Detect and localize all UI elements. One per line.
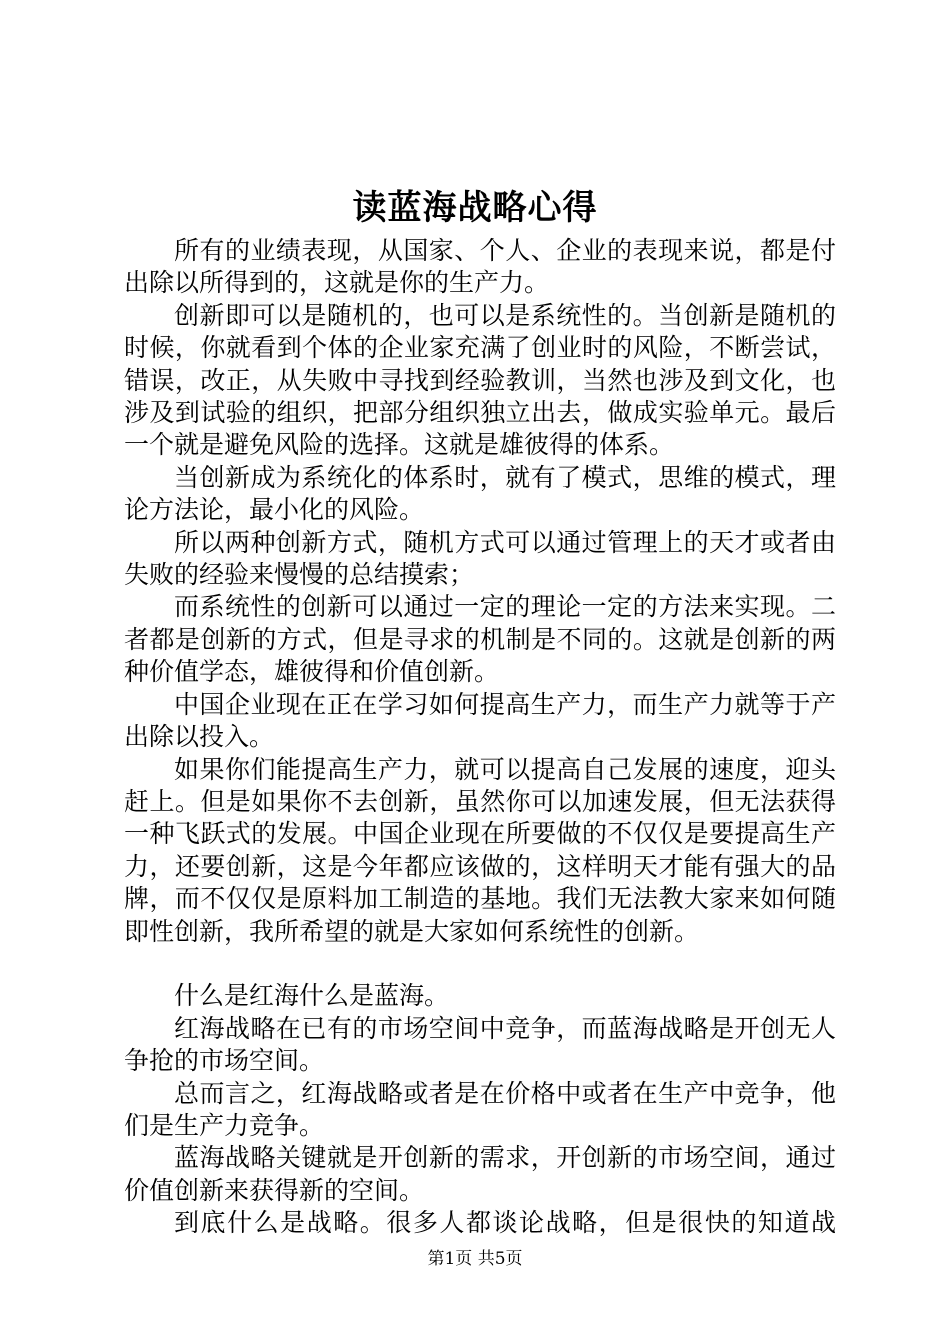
paragraph: 什么是红海什么是蓝海。 <box>174 981 450 1011</box>
document-body <box>124 235 836 1240</box>
paragraph: 蓝海战略关键就是开创新的需求，开创新的市场空间，通过价值创新来获得新的空间。 <box>124 1143 836 1205</box>
paragraph: 创新即可以是随机的，也可以是系统性的。当创新是随机的时候，你就看到个体的企业家充满了创业时的风险，不断尝试，错误，改正，从失败中寻找到经验教训，当然也涉及到文化，也涉及到试验的组织，把部分组织独立出去，做成实验单元。最后一个就是避免风险的选择。这就是雄彼得的体系。 <box>124 300 836 460</box>
paragraph: 中国企业现在正在学习如何提高生产力，而生产力就等于产出除以投入。 <box>124 689 836 752</box>
paragraph: 到底什么是战略。很多人都谈论战略，但是很快的知道战 <box>174 1208 836 1238</box>
document-title: 读蓝海战略心得 <box>352 188 598 228</box>
paragraph: 所有的业绩表现，从国家、个人、企业的表现来说，都是付出除以所得到的，这就是你的生产力。 <box>124 236 836 298</box>
paragraph: 红海战略在已有的市场空间中竞争，而蓝海战略是开创无人争抢的市场空间。 <box>124 1013 836 1076</box>
paragraph: 所以两种创新方式，随机方式可以通过管理上的天才或者由失败的经验来慢慢的总结摸索； <box>124 527 836 590</box>
paragraph: 而系统性的创新可以通过一定的理论一定的方法来实现。二者都是创新的方式，但是寻求的机制是不同的。这就是创新的两种价值学态，雄彼得和价值创新。 <box>124 592 836 687</box>
paragraph: 当创新成为系统化的体系时，就有了模式，思维的模式，理论方法论，最小化的风险。 <box>124 462 836 525</box>
page-number-footer: 第1页 共5页 <box>427 1249 523 1269</box>
paragraph: 总而言之，红海战略或者是在价格中或者在生产中竞争，他们是生产力竞争。 <box>124 1078 836 1140</box>
blank-line <box>124 948 836 980</box>
paragraph: 如果你们能提高生产力，就可以提高自己发展的速度，迎头赶上。但是如果你不去创新，虽然你可以加速发展，但无法获得一种飞跃式的发展。中国企业现在所要做的不仅仅是要提高生产力，还要创新，这是今年都应该做的，这样明天才能有强大的品牌，而不仅仅是原料加工制造的基地。我们无法教大家来如何随即性创新，我所希望的就是大家如何系统性的创新。 <box>124 754 836 946</box>
